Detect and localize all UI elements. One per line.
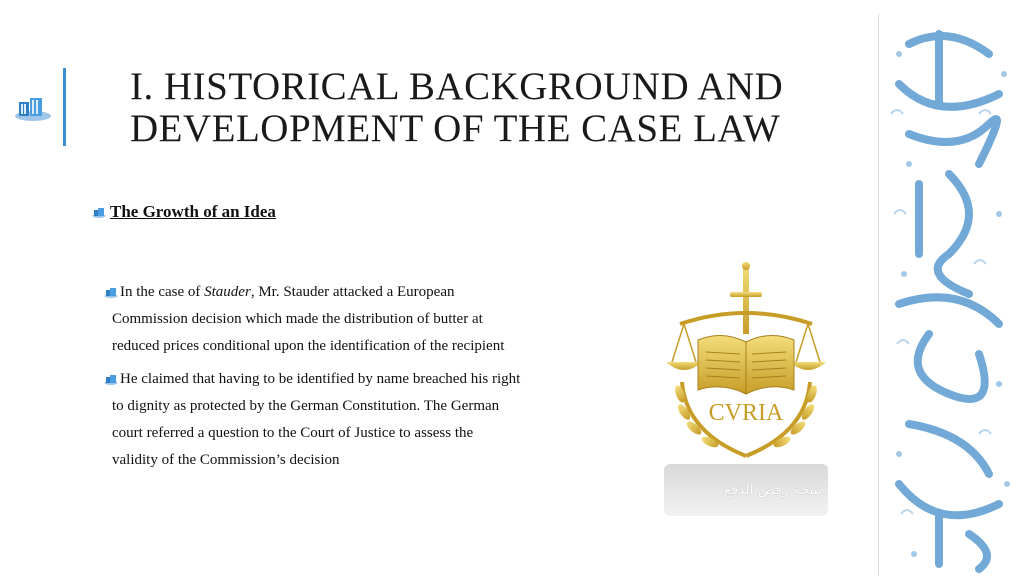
paragraph-line: validity of the Commission’s decision [112, 452, 340, 468]
case-name: Stauder [204, 284, 251, 300]
arabic-caption: نتيجة رفض الدفع [664, 464, 828, 516]
paragraph-line: reduced prices conditional upon the identification of the recipient [112, 338, 505, 354]
bullet-icon [104, 374, 118, 385]
paragraph-line: Commission decision which made the distribution of butter at [112, 311, 483, 327]
calligraphy-decoration [878, 14, 1024, 576]
slide-title-line-2: DEVELOPMENT OF THE CASE LAW [130, 107, 781, 150]
paragraph-line: to dignity as protected by the German Constitution. The German [112, 398, 500, 414]
text-run: In the case of [120, 284, 205, 300]
heading-text: The Growth of an Idea [110, 202, 276, 221]
slide-title-line-1: I. HISTORICAL BACKGROUND AND [130, 65, 784, 108]
text-run: , Mr. Stauder attacked a European [250, 284, 455, 300]
building-logo-icon [14, 96, 52, 122]
paragraph-line-text [120, 279, 454, 306]
cvria-label: CVRIA [708, 400, 784, 426]
paragraph-german-constitution [104, 366, 584, 474]
bullet-icon [104, 287, 118, 298]
section-heading [92, 202, 276, 222]
paragraph-line: court referred a question to the Court of Justice to assess the [112, 425, 474, 441]
paragraph-line [104, 366, 584, 393]
title-divider [63, 68, 66, 146]
cvria-emblem [662, 262, 830, 466]
paragraph-line-text: He claimed that having to be identified by name breached his right [120, 371, 521, 387]
bullet-icon [92, 207, 106, 218]
paragraph-stauder-case [104, 279, 584, 360]
paragraph-line [104, 279, 584, 306]
slide-title [130, 66, 870, 150]
